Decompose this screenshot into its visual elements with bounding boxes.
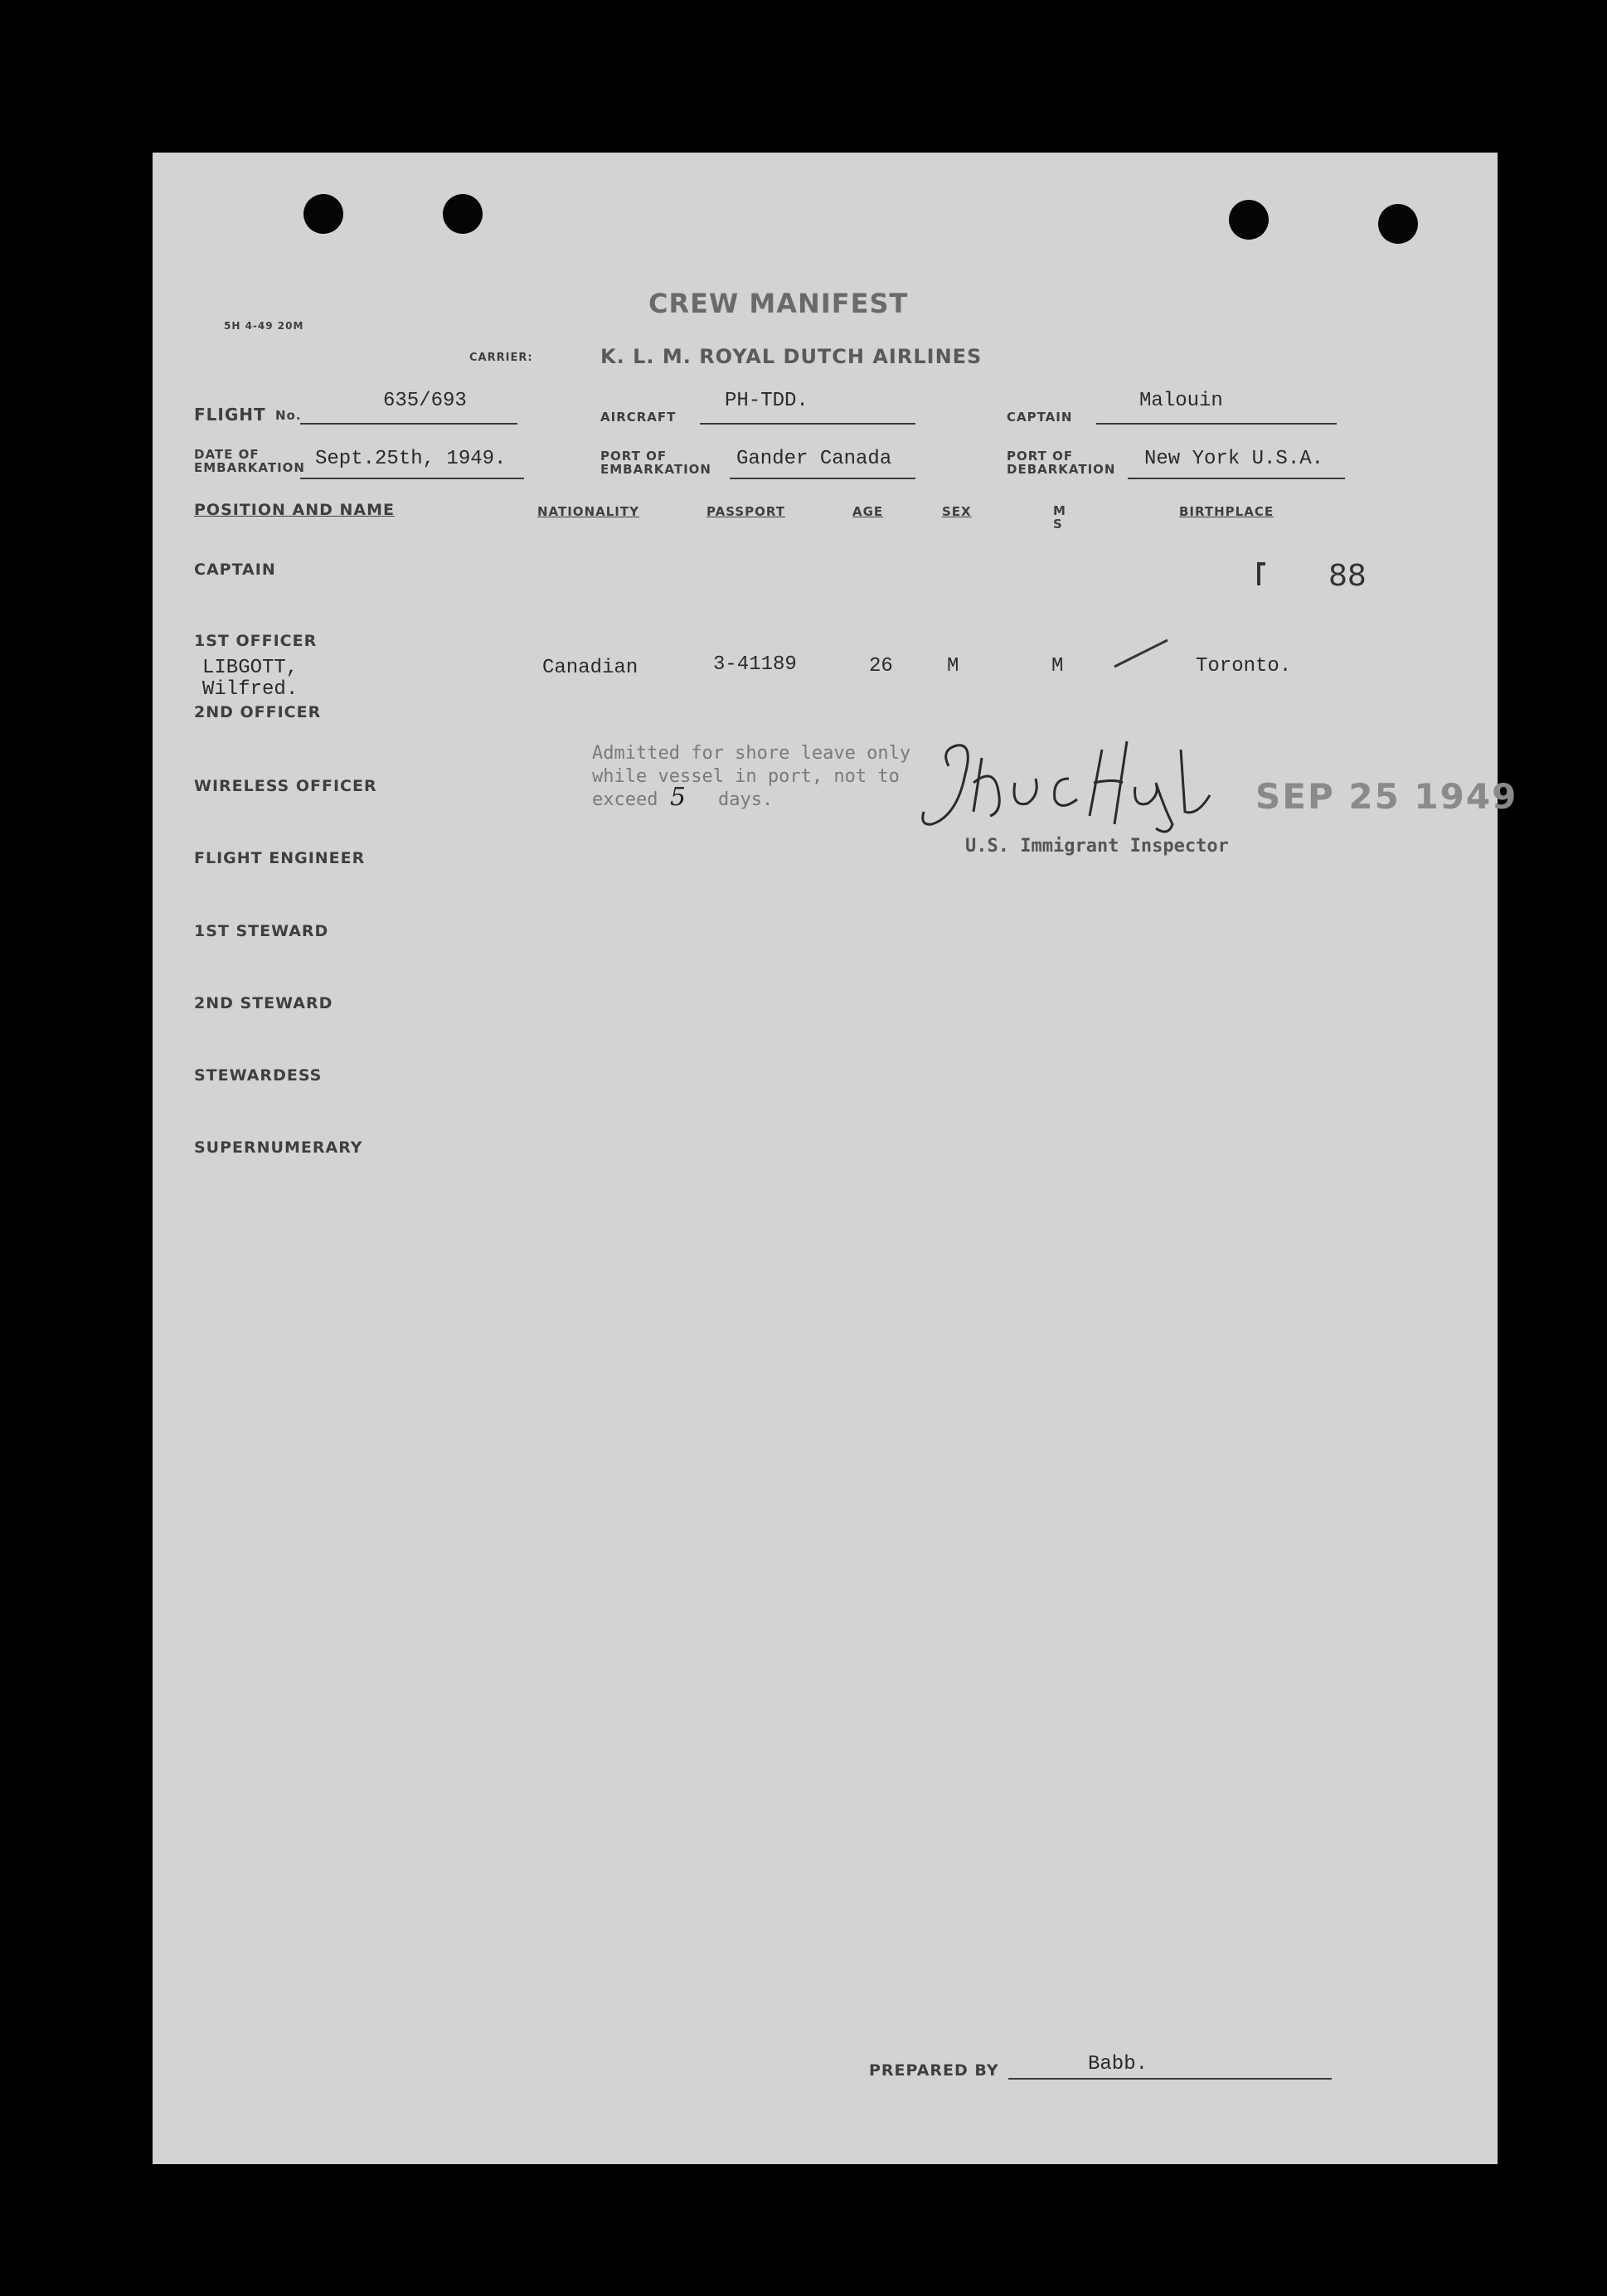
carrier-label: CARRIER:: [469, 352, 533, 364]
port-emb-line: [730, 478, 915, 479]
position-supernumerary: SUPERNUMERARY: [194, 1138, 363, 1157]
punch-hole: [303, 194, 343, 234]
crew-given-name: Wilfred.: [202, 678, 299, 701]
prepared-by-line: [1008, 2078, 1332, 2080]
crew-age: 26: [869, 655, 893, 677]
position-flight-engineer: FLIGHT ENGINEER: [194, 849, 366, 867]
port-emb-label-bottom: EMBARKATION: [600, 462, 711, 477]
col-age: AGE: [852, 504, 884, 519]
crew-marital: M: [1051, 655, 1064, 677]
position-second-steward: 2ND STEWARD: [194, 994, 333, 1012]
position-first-officer: 1ST OFFICER: [194, 632, 318, 650]
date-label-bottom: EMBARKATION: [194, 460, 305, 475]
carrier-name: K. L. M. ROYAL DUTCH AIRLINES: [600, 345, 983, 368]
page-title: CREW MANIFEST: [648, 288, 909, 319]
punch-hole: [1378, 204, 1418, 244]
col-sex: SEX: [942, 504, 972, 519]
col-nationality: NATIONALITY: [537, 504, 639, 519]
position-first-steward: 1ST STEWARD: [194, 922, 329, 940]
stamp-line-2: while vessel in port, not to: [592, 766, 900, 787]
check-mark: [1111, 637, 1171, 670]
form-code: 5H 4-49 20M: [224, 320, 304, 332]
punch-hole: [443, 194, 483, 234]
stamp-line-3-prefix: exceed: [592, 789, 658, 810]
port-deb-label-bottom: DEBARKATION: [1007, 462, 1116, 477]
flight-no-label: No.: [275, 408, 302, 423]
port-debarkation: New York U.S.A.: [1144, 448, 1324, 470]
page-number: 88: [1328, 559, 1367, 593]
stamp-date: SEP 25 1949: [1255, 776, 1518, 817]
captain-line: [1096, 423, 1337, 425]
position-stewardess: STEWARDESS: [194, 1066, 323, 1085]
port-deb-label-top: PORT OF: [1007, 449, 1074, 464]
inspector-title: U.S. Immigrant Inspector: [965, 836, 1229, 857]
stamp-days: 5: [670, 783, 687, 812]
aircraft-line: [700, 423, 915, 425]
crew-sex: M: [947, 655, 959, 677]
position-wireless-officer: WIRELESS OFFICER: [194, 777, 377, 795]
manifest-page: [153, 153, 1518, 2164]
port-deb-line: [1128, 478, 1345, 479]
date-label-top: DATE OF: [194, 447, 260, 462]
prepared-by-label: PREPARED BY: [869, 2061, 999, 2080]
position-second-officer: 2ND OFFICER: [194, 703, 322, 721]
punch-hole: [1229, 200, 1269, 240]
port-emb-label-top: PORT OF: [600, 449, 668, 464]
date-line: [300, 478, 524, 479]
col-passport: PASSPORT: [706, 504, 786, 519]
col-marital: M S: [1053, 503, 1066, 532]
port-embarkation: Gander Canada: [736, 448, 892, 470]
flight-no: 635/693: [383, 390, 467, 412]
position-captain: CAPTAIN: [194, 561, 276, 579]
crew-birthplace: Toronto.: [1196, 655, 1292, 677]
col-birthplace: BIRTHPLACE: [1179, 504, 1274, 519]
crew-passport: 3-41189: [713, 653, 797, 676]
flight-no-line: [300, 423, 517, 425]
embarkation-date: Sept.25th, 1949.: [315, 448, 507, 470]
aircraft-reg: PH-TDD.: [725, 390, 808, 412]
aircraft-label: AIRCRAFT: [600, 410, 677, 425]
prepared-by-name: Babb.: [1088, 2053, 1148, 2075]
flight-label: FLIGHT: [194, 405, 266, 425]
corner-mark: [1257, 562, 1265, 585]
crew-surname: LIBGOTT,: [202, 657, 299, 679]
col-position: POSITION AND NAME: [194, 501, 396, 519]
crew-nationality: Canadian: [542, 657, 638, 679]
stamp-line-1: Admitted for shore leave only: [592, 743, 911, 764]
stamp-line-3-suffix: days.: [718, 789, 774, 810]
inspector-signature: [915, 733, 1231, 841]
captain-label: CAPTAIN: [1007, 410, 1073, 425]
captain-name: Malouin: [1139, 390, 1223, 412]
